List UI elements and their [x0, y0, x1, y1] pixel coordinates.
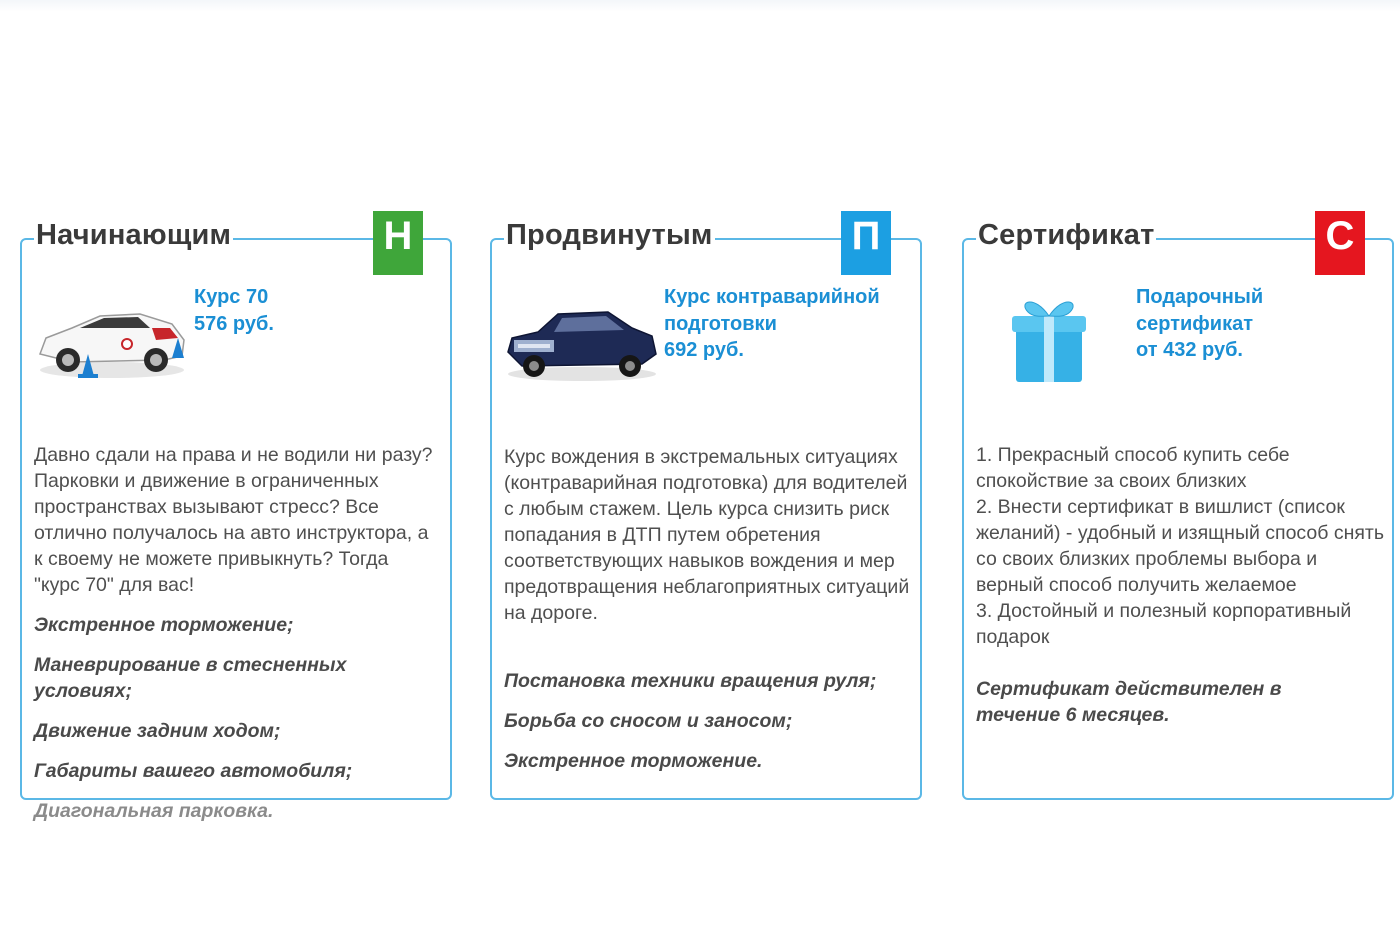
certificate-price-block[interactable] — [1136, 284, 1263, 364]
card-description: Курс вождения в экстремальных ситуациях (контраварийная подготовка) для водителей с любым стажем. Цель курса снизить риск попадания в ДТП путем обретения соответствующих навыков вождения и мер предотвращения неблагоприятных ситуаций на дороге. — [504, 446, 910, 624]
price-line[interactable]: 576 руб. — [194, 312, 274, 335]
feature-item: Диагональная парковка. — [34, 800, 274, 822]
feature-list — [34, 612, 434, 838]
feature-item: Постановка техники вращения руля; — [504, 670, 877, 692]
letter-badge: П — [841, 211, 891, 275]
card-description: Давно сдали на права и не водили ни разу? Парковки и движение в ограниченных пространствах вызывают стресс? Все отлично получалось на авто инструктора, а к своему не можете привыкнуть? Тогда "курс 70" для вас! — [34, 444, 433, 596]
letter-badge: Н — [373, 211, 423, 275]
description-line: 2. Внести сертификат в вишлист (список желаний) - удобный и изящный способ снять со своих близких проблемы выбора и верный способ получить желаемое — [976, 496, 1384, 596]
letter-badge: С — [1315, 211, 1365, 275]
feature-item: Сертификат действителен в течение 6 месяцев. — [976, 678, 1282, 726]
feature-item: Маневрирование в стесненных условиях; — [34, 654, 347, 702]
feature-item: Борьба со сносом и заносом; — [504, 710, 793, 732]
feature-item: Экстренное торможение; — [34, 614, 294, 636]
card-beginners[interactable] — [20, 214, 452, 822]
car-icon — [32, 288, 192, 388]
price-line[interactable]: подготовки — [664, 312, 777, 335]
course-price-block[interactable] — [664, 284, 880, 364]
price-line[interactable]: сертификат — [1136, 312, 1254, 335]
feature-item: Габариты вашего автомобиля; — [34, 760, 353, 782]
card-certificate[interactable] — [962, 214, 1394, 800]
description-line: 1. Прекрасный способ купить себе спокойствие за своих близких — [976, 444, 1290, 492]
price-line[interactable]: от 432 руб. — [1136, 339, 1243, 361]
price-line[interactable]: Курс 70 — [194, 286, 269, 308]
gift-icon — [1004, 290, 1094, 390]
course-price-block[interactable] — [194, 284, 274, 337]
description-line: 3. Достойный и полезный корпоративный подарок — [976, 600, 1352, 648]
card-title: Продвинутым — [506, 219, 713, 251]
card-title: Сертификат — [978, 219, 1155, 251]
sedan-icon — [502, 288, 662, 388]
feature-list — [504, 668, 904, 788]
price-line[interactable]: Курс контраварийной — [664, 286, 880, 308]
feature-item: Экстренное торможение. — [504, 750, 763, 772]
card-description — [976, 442, 1386, 650]
price-line[interactable]: 692 руб. — [664, 339, 744, 361]
price-line[interactable]: Подарочный — [1136, 286, 1264, 308]
card-advanced[interactable] — [490, 214, 922, 800]
card-title: Начинающим — [36, 219, 232, 251]
feature-list — [976, 676, 1336, 742]
feature-item: Движение задним ходом; — [34, 720, 281, 742]
top-header-strip — [0, 0, 1400, 12]
